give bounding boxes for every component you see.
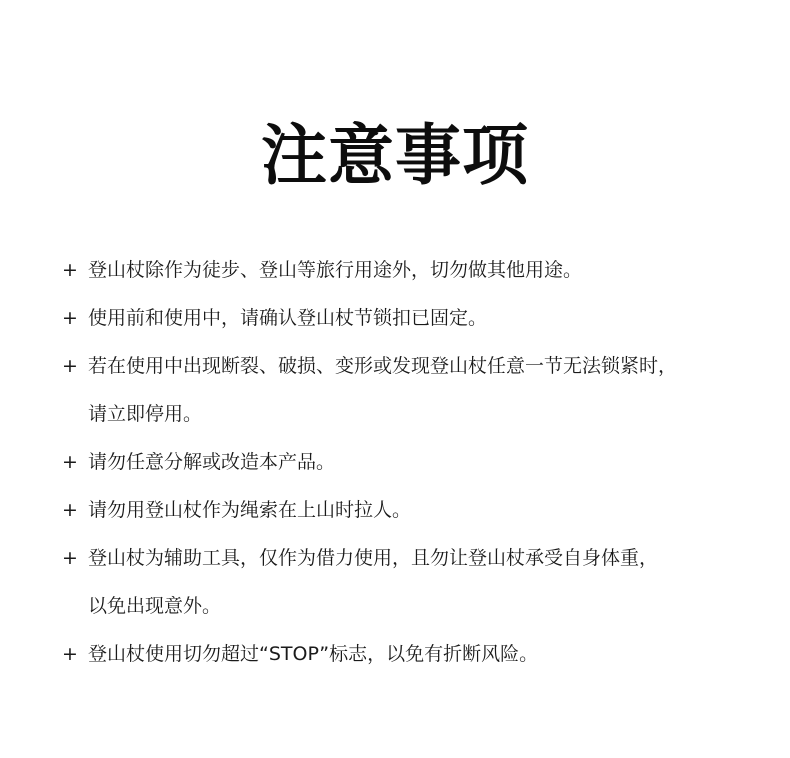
list-item — [62, 534, 762, 630]
plus-icon: + — [62, 259, 78, 281]
plus-icon: + — [62, 499, 78, 521]
note-text: 若在使用中出现断裂、破损、变形或发现登山杖任意一节无法锁紧时， 请立即停用。 — [88, 355, 678, 425]
note-text: 请勿任意分解或改造本产品。 — [88, 451, 336, 473]
list-item — [62, 438, 762, 486]
plus-icon: + — [62, 355, 78, 377]
list-item — [62, 342, 762, 438]
list-item — [62, 246, 762, 294]
notes-list — [62, 246, 762, 678]
note-text: 登山杖为辅助工具，仅作为借力使用，且勿让登山杖承受自身体重， 以免出现意外。 — [88, 547, 659, 617]
plus-icon: + — [62, 451, 78, 473]
page-title: 注意事项 — [261, 117, 529, 194]
note-text: 使用前和使用中，请确认登山杖节锁扣已固定。 — [88, 307, 488, 329]
note-text: 登山杖使用切勿超过“STOP”标志，以免有折断风险。 — [88, 643, 539, 665]
note-text: 请勿用登山杖作为绳索在上山时拉人。 — [88, 499, 412, 521]
plus-icon: + — [62, 643, 78, 665]
list-item — [62, 294, 762, 342]
plus-icon: + — [62, 547, 78, 569]
list-item — [62, 486, 762, 534]
note-text: 登山杖除作为徒步、登山等旅行用途外，切勿做其他用途。 — [88, 259, 583, 281]
list-item — [62, 630, 762, 678]
plus-icon: + — [62, 307, 78, 329]
